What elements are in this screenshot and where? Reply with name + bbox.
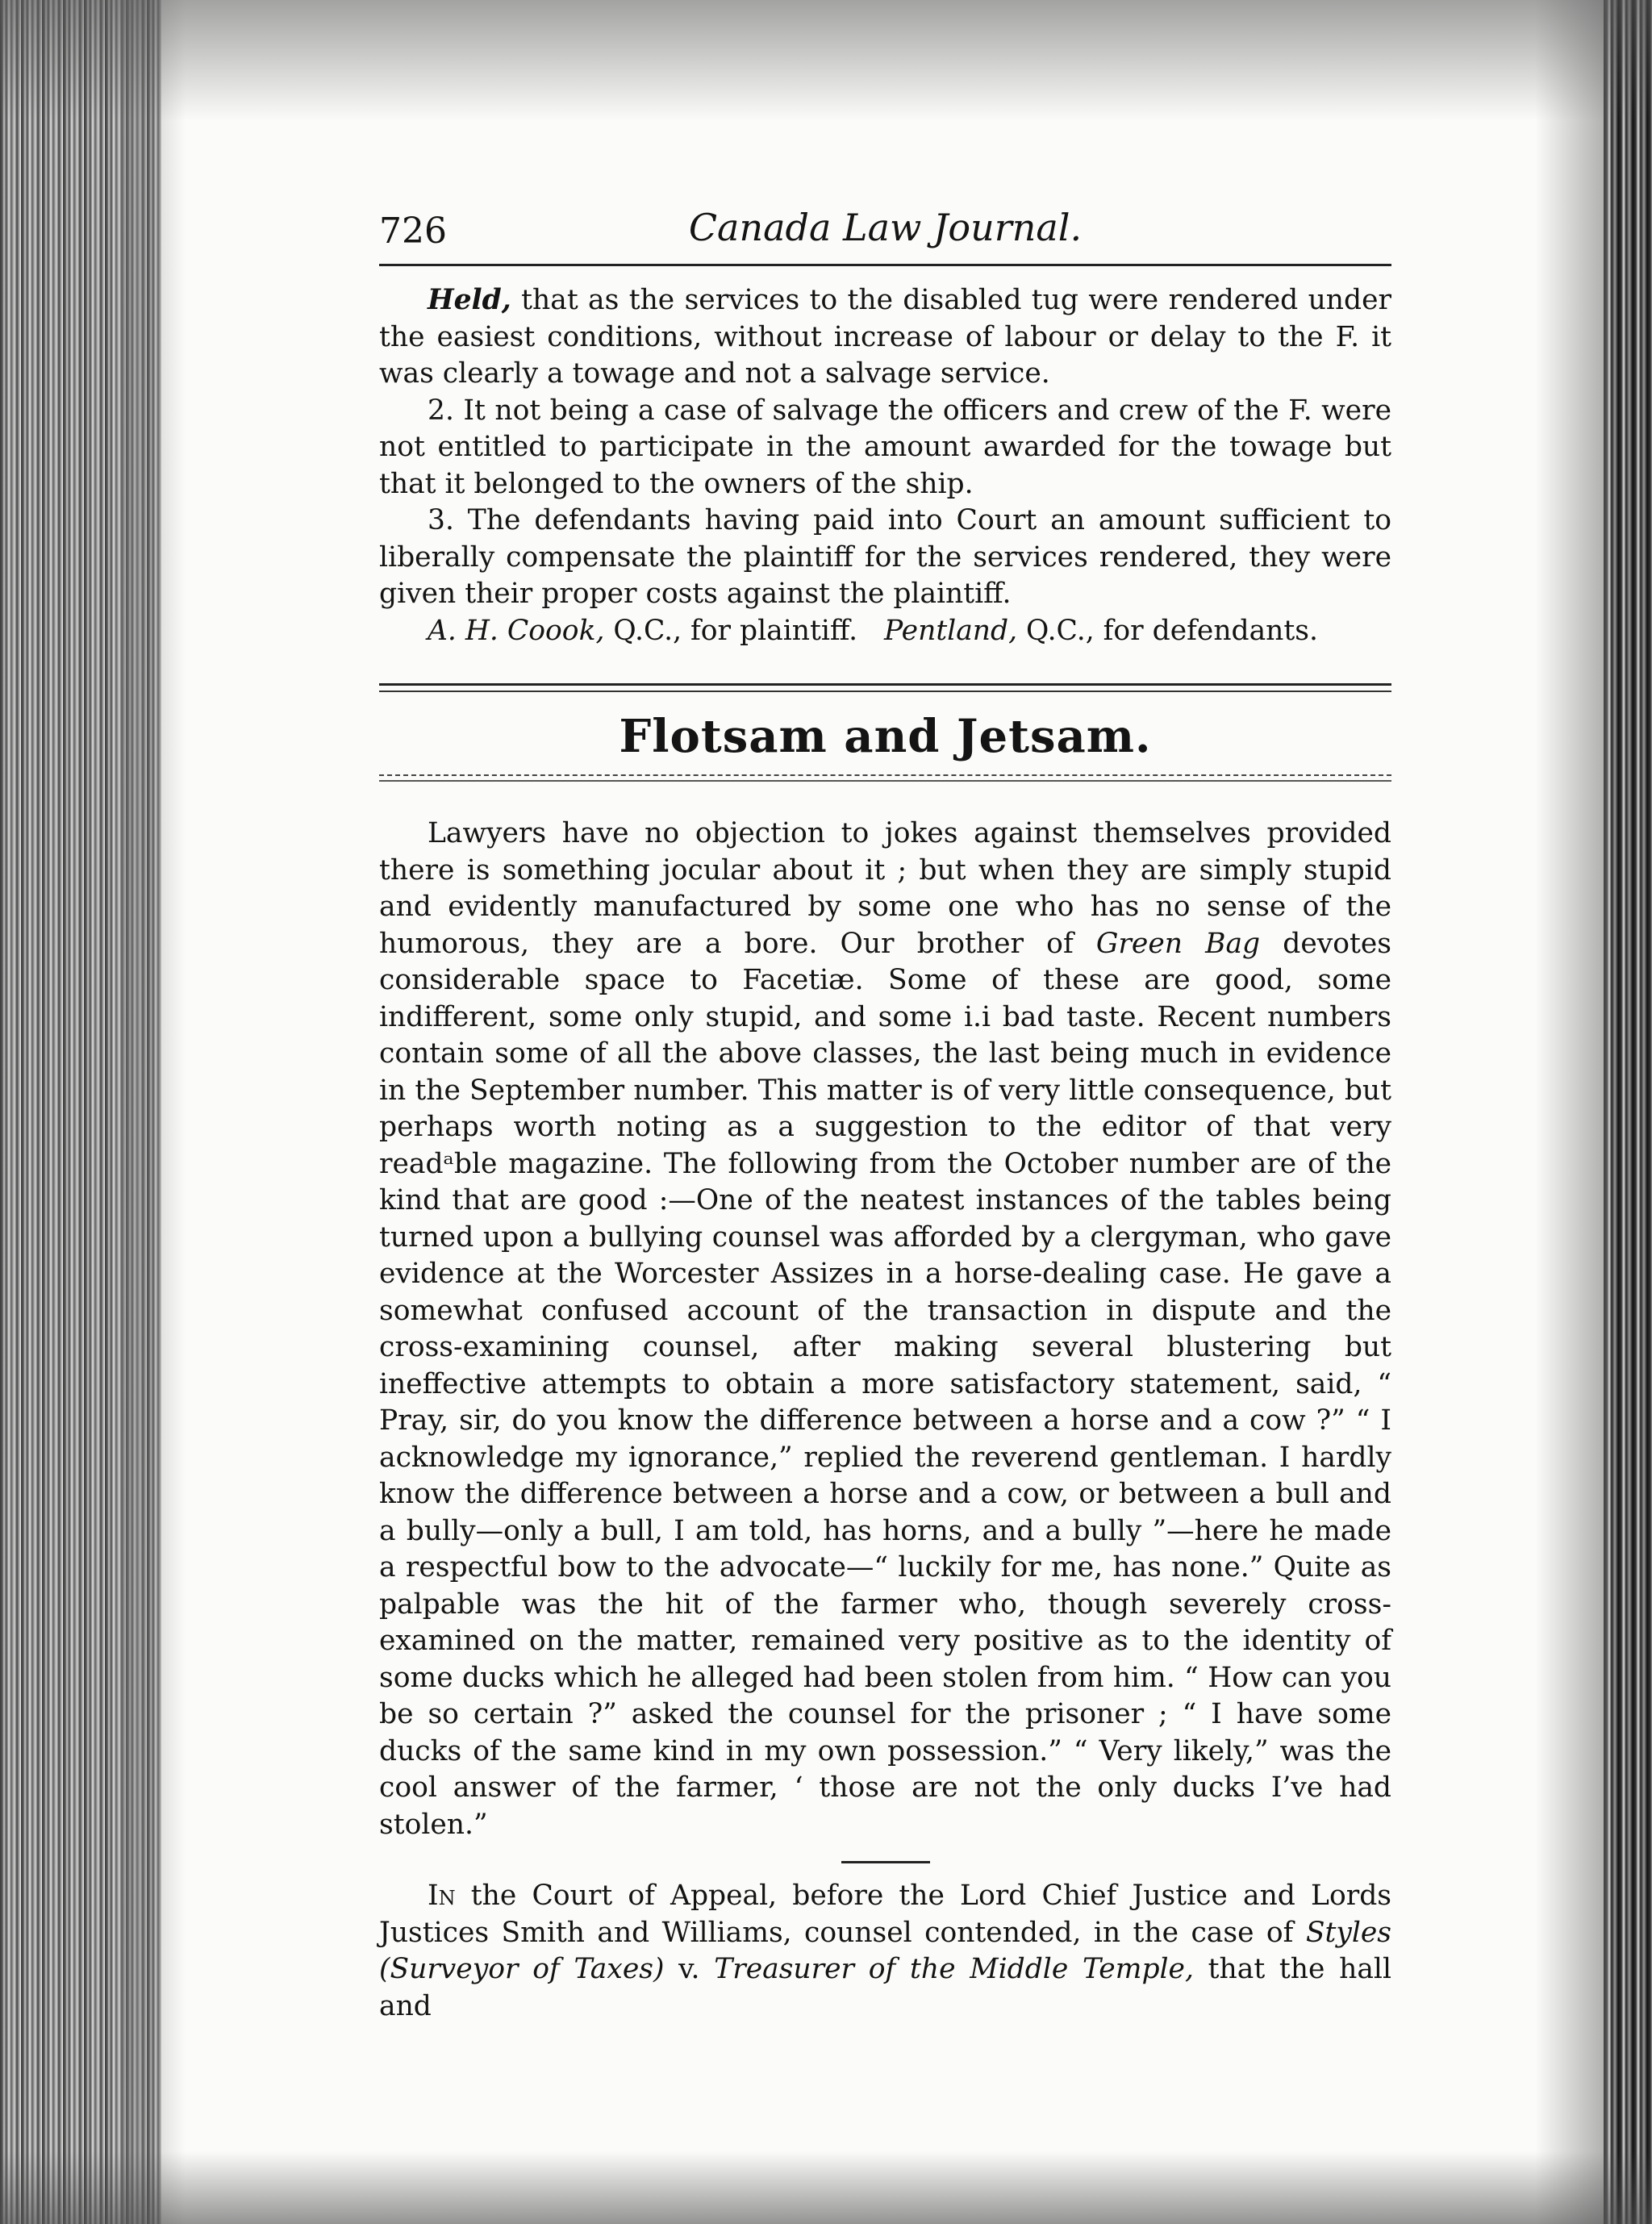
section-rule-top-thin	[379, 691, 1391, 692]
counsel-defendant-role: Q.C., for defendants.	[1017, 614, 1318, 647]
scan-edge-right	[1604, 0, 1652, 2224]
page-number: 726	[379, 211, 447, 252]
held-text: that as the services to the disabled tug were rendered under the easiest conditions, without increase of labour or delay to the F. it was clearly a towage and not a salvage service.	[379, 284, 1391, 390]
counsel-plaintiff-role: Q.C., for plaintiff.	[604, 614, 858, 647]
article2-part2: that the hall and	[379, 1953, 1392, 2022]
scan-shadow-left	[121, 0, 186, 2224]
article1-part1: Lawyers have no objection to jokes against themselves provided there is something jocular about it ; but when they are simply stupid and evidently manufactured by some one who has no sense of the humorous, they are a bore. Our brother of	[379, 817, 1391, 960]
held-paragraph	[379, 282, 1391, 393]
held-point-3: 3. The defendants having paid into Court an amount sufficient to liberally compensate the plaintiff for the services rendered, they were given their proper costs against the plaintiff.	[379, 504, 1391, 610]
article-paragraph-2	[379, 1878, 1391, 2025]
section-rule-bottom	[379, 774, 1391, 776]
counsel-plaintiff-name: A. H. Coook,	[428, 614, 605, 647]
article1-part2: devotes considerable space to Facetiæ. Some of these are good, some indifferent, some only stupid, and some i.i bad taste. Recent numbers contain some of all the above classes, the last being much in evidence in the September number. This matter is of very little consequence, but perhaps worth noting as a suggestion to the editor of that very readᵃble magazine. The following from the October number are of the kind that are good :—One of the neatest instances of the tables being turned upon a bullying counsel was afforded by a clergyman, who gave evidence at the Worcester Assizes in a horse-dealing case. He gave a somewhat confused account of the transaction in dispute and the cross-examining counsel, after making several blustering but ineffective attempts to obtain a more satisfactory statement, said, “ Pray, sir, do you know the difference between a horse and a cow ?” “ I acknowledge my ignorance,” replied the reverend gentleman. I hardly know the difference between a horse and a cow, or between a bull and a bully—only a bull, I am told, has horns, and a bully ”—here he made a respectful bow to the advocate—“ luckily for me, has none.” Quite as palpable was the hit of the farmer who, though severely cross-examined on the matter, remained very positive as to the identity of some ducks which he alleged had been stolen from him. “ How can you be so certain ?” asked the counsel for the prisoner ; “ I have some ducks of the same kind in my own possession.” “ Very likely,” was the cool answer of the farmer, ‘ those are not the only ducks I’ve had stolen.”	[379, 927, 1392, 1841]
article-paragraph-1	[379, 816, 1391, 1843]
green-bag-title: Green Bag	[1095, 927, 1261, 960]
running-header	[379, 206, 1391, 262]
counsel-defendant-name: Pentland,	[884, 614, 1018, 647]
counsel-line	[379, 613, 1391, 650]
scan-edge-bottom	[0, 2151, 1652, 2224]
section-rule-bottom-thin	[379, 780, 1391, 782]
held-point-2: 2. It not being a case of salvage the officers and crew of the F. were not entitled to participate in the amount awarded for the towage but that it belonged to the owners of the ship.	[379, 394, 1391, 500]
scan-shadow-right	[1535, 0, 1608, 2224]
lead-in-word: In	[428, 1880, 456, 1912]
article-divider	[841, 1861, 930, 1863]
held-word: Held,	[428, 284, 511, 316]
section-title: Flotsam and Jetsam.	[619, 710, 1152, 763]
header-rule	[379, 264, 1391, 266]
section-rule-top	[379, 683, 1391, 686]
page-content	[379, 206, 1391, 2025]
case-versus: v.	[664, 1953, 715, 1985]
case-name-styles: Styles (Surveyor of Taxes)	[379, 1916, 1391, 1985]
scan-edge-top	[0, 0, 1652, 121]
article2-part1: the Court of Appeal, before the Lord Chief Justice and Lords Justices Smith and Williams, counsel contended, in the case of	[379, 1880, 1391, 1949]
case-name-treasurer: Treasurer of the Middle Temple,	[714, 1953, 1194, 1985]
journal-title: Canada Law Journal.	[688, 206, 1083, 249]
